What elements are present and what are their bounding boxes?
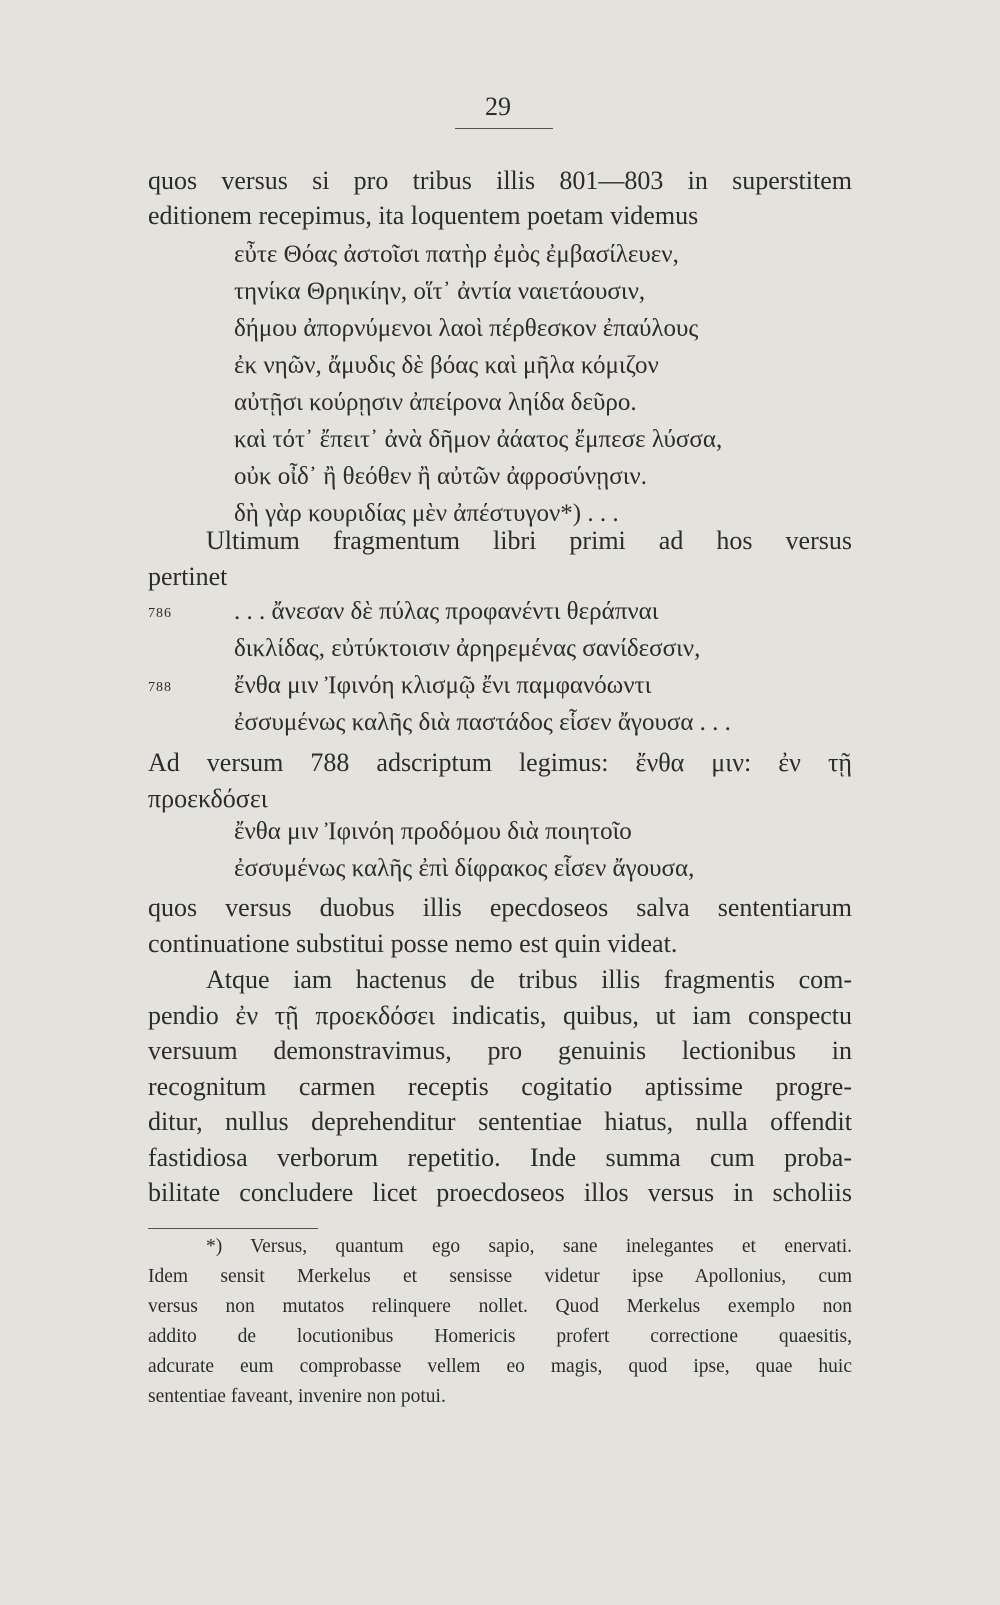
text-line: quos versus duobus illis epecdoseos salva sententiarum [148,893,852,922]
text-line: προεκδόσει [148,784,268,813]
page-number: 29 [485,92,511,121]
verse-line: 788 ἔνθα μιν Ἰφινόη κλισμῷ ἔνι παμφανόωντι [148,672,652,699]
footnote-rule [148,1228,318,1229]
verse-quotation-3 [148,818,858,892]
verse-line: δικλίδας, εὐτύκτοισιν ἀρηρεμένας σανίδεσσιν, [234,635,701,662]
verse-line: ἐσσυμένως καλῆς διὰ παστάδος εἷσεν ἄγουσα . . . [234,709,731,736]
footnote-line: addito de locutionibus Homericis profert correctione quaesitis, [148,1326,852,1347]
verse-line: ἐσσυμένως καλῆς ἐπὶ δίφρακος εἷσεν ἄγουσα, [234,855,695,882]
text-line: quos versus si pro tribus illis 801—803 in superstitem [148,166,852,195]
text-line: Ultimum fragmentum libri primi ad hos versus [206,526,852,555]
footnote [148,1232,852,1412]
verse-quotation-1 [148,241,858,537]
text-line: Ad versum 788 adscriptum legimus: ἔνθα μιν: ἐν τῇ [148,748,852,777]
verse-line: δὴ γὰρ κουριδίας μὲν ἀπέστυγον*) . . . [234,500,619,527]
verse-line: καὶ τότ᾽ ἔπειτ᾽ ἀνὰ δῆμον ἀάατος ἔμπεσε λύσσα, [234,426,723,453]
verse-line: ἔνθα μιν Ἰφινόη προδόμου διὰ ποιητοῖο [234,818,632,845]
text-line: pendio ἐν τῇ προεκδόσει indicatis, quibus, ut iam conspectu [148,1000,852,1030]
footnote-line: Idem sensit Merkelus et sensisse videtur ipse Apollonius, cum [148,1266,852,1287]
text-line: ditur, nullus deprehenditur sententiae hiatus, nulla offendit [148,1107,852,1136]
text-line: versuum demonstravimus, pro genuinis lectionibus in [148,1036,852,1065]
text-line: Atque iam hactenus de tribus illis fragmentis com- [206,965,852,994]
paragraph-quos-versus [148,890,852,962]
text-line: recognitum carmen receptis cogitatio aptissime progre- [148,1071,852,1101]
verse-quotation-2 [148,598,858,746]
paragraph-ad-versum [148,745,852,817]
verse-line: τηνίκα Θρηικίην, οἵτ᾽ ἀντία ναιετάουσιν, [234,278,646,305]
text-line: continuatione substitui posse nemo est quin videat. [148,929,678,958]
text-line: fastidiosa verborum repetitio. Inde summa cum proba- [148,1142,852,1172]
page-number-rule [455,128,553,129]
paragraph-atque-iam [148,962,852,1211]
footnote-line: versus non mutatos relinquere nollet. Quod Merkelus exemplo non [148,1296,852,1317]
paragraph-intro [148,163,852,233]
verse-line: αὐτῇσι κούρῃσιν ἀπείρονα ληίδα δεῦρο. [234,389,637,416]
footnote-line: *) Versus, quantum ego sapio, sane inelegantes et enervati. [206,1236,852,1257]
verse-line: ἐκ νηῶν, ἄμυδις δὲ βόας καὶ μῆλα κόμιζον [234,352,659,379]
verse-line: 786 . . . ἄνεσαν δὲ πύλας προφανέντι θεράπναι [148,598,659,625]
footnote-line: sententiae faveant, invenire non potui. [148,1386,446,1407]
verse-line: εὖτε Θόας ἀστοῖσι πατὴρ ἐμὸς ἐμβασίλευεν, [234,241,679,268]
paragraph-ultimum [148,523,852,595]
text-line: bilitate concludere licet proecdoseos illos versus in scholiis [148,1178,852,1207]
verse-line: οὐκ οἶδ᾽ ἢ θεόθεν ἢ αὐτῶν ἀφροσύνῃσιν. [234,463,647,490]
verse-line: δήμου ἀπορνύμενοι λαοὶ πέρθεσκον ἐπαύλους [234,315,699,342]
text-line: editionem recepimus, ita loquentem poetam videmus [148,201,699,230]
text-line: pertinet [148,562,228,591]
footnote-line: adcurate eum comprobasse vellem eo magis, quod ipse, quae huic [148,1356,852,1377]
